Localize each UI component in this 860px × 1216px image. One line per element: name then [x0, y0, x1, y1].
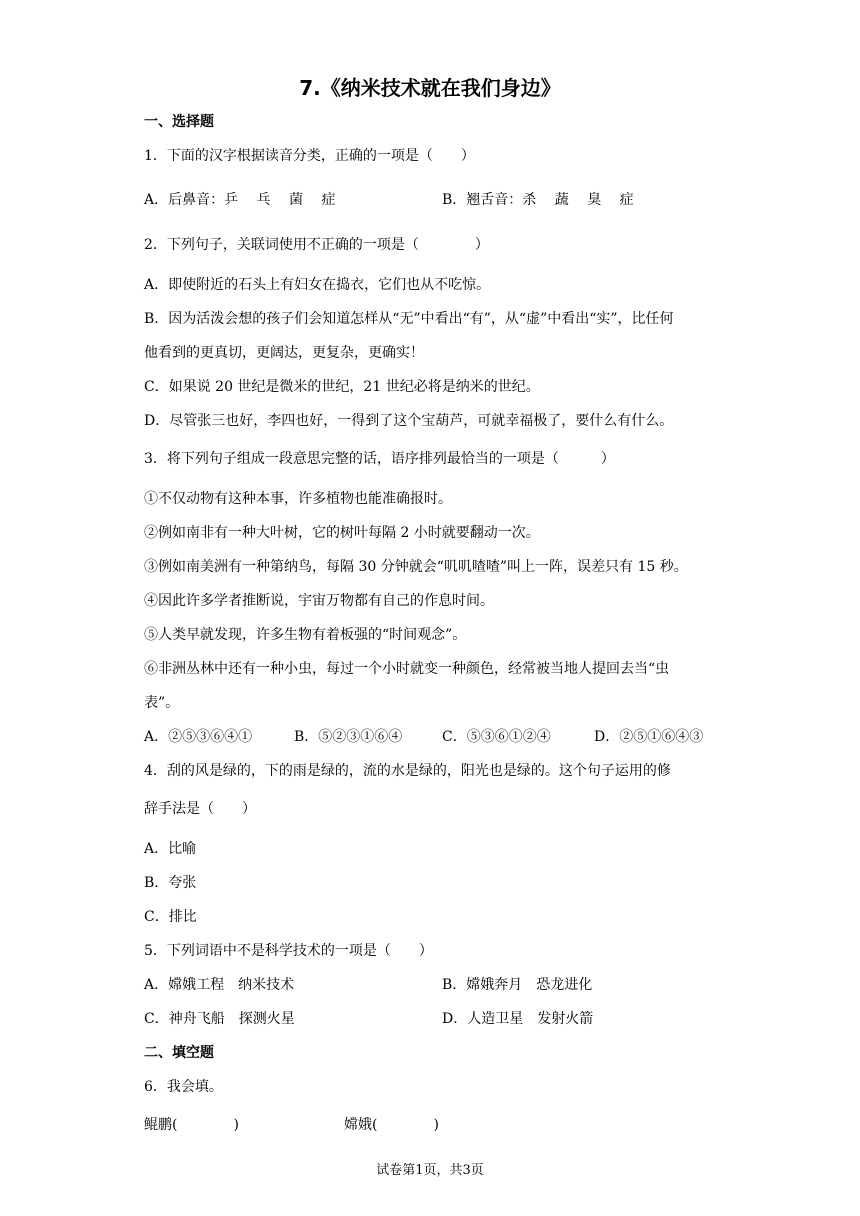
question-5-option-d: D．人造卫星 发射火箭 [442, 1011, 594, 1027]
question-2-stem: 2．下列句子，关联词使用不正确的一项是（ ） [144, 237, 489, 253]
question-4-option-c: C．排比 [144, 909, 197, 925]
question-5-option-b: B．嫦娥奔月 恐龙进化 [442, 977, 593, 993]
question-3-option-d: D．②⑤①⑥④③ [594, 729, 704, 745]
question-2-option-a: A．即使附近的石头上有妇女在捣衣，它们也从不吃惊。 [144, 277, 491, 293]
question-3-sentence-6-line1: ⑥非洲丛林中还有一种小虫，每过一个小时就变一种颜色，经常被当地人提回去当“虫 [144, 661, 670, 677]
question-1-option-a: A．后鼻音：乒 乓 菌 症 [144, 192, 336, 208]
question-3-sentence-5: ⑤人类早就发现，许多生物有着板强的“时间观念”。 [144, 627, 467, 643]
question-5-option-c: C．神舟飞船 探测火星 [144, 1011, 295, 1027]
question-3-sentence-4: ④因此许多学者推断说，宇宙万物都有自己的作息时间。 [144, 593, 494, 609]
question-2-option-c: C．如果说 20 世纪是微米的世纪，21 世纪必将是纳米的世纪。 [144, 379, 540, 395]
question-3-option-b: B．⑤②③①⑥④ [294, 729, 403, 745]
question-2-option-b-line2: 他看到的更真切，更阔达，更复杂，更确实！ [144, 345, 424, 361]
question-5-option-a: A．嫦娥工程 纳米技术 [144, 977, 295, 993]
question-6-blank-2: 嫦娥( ) [344, 1117, 439, 1133]
question-3-sentence-2: ②例如南非有一种大叶树，它的树叶每隔 2 小时就要翻动一次。 [144, 525, 540, 541]
question-4-option-a: A．比喻 [144, 841, 197, 857]
question-3-sentence-6-line2: 表”。 [144, 695, 180, 711]
section-heading-choice: 一、选择题 [144, 114, 214, 130]
question-6-blank-1: 鲲鹏( ) [144, 1117, 239, 1133]
question-4-stem-line1: 4．刮的风是绿的，下的雨是绿的，流的水是绿的，阳光也是绿的。这个句子运用的修 [144, 763, 671, 779]
question-3-stem: 3．将下列句子组成一段意思完整的话，语序排列最恰当的一项是（ ） [144, 451, 615, 467]
question-1-stem: 1．下面的汉字根据读音分类，正确的一项是（ ） [144, 148, 475, 164]
page-footer: 试卷第1页，共3页 [376, 1163, 484, 1178]
question-2-option-b-line1: B．因为活泼会想的孩子们会知道怎样从“无”中看出“有”，从“虚”中看出“实”，比任何 [144, 311, 674, 327]
question-3-sentence-1: ①不仅动物有这种本事，许多植物也能准确报时。 [144, 491, 452, 507]
question-4-stem-line2: 辞手法是（ ） [144, 801, 256, 817]
question-4-option-b: B．夸张 [144, 875, 197, 891]
question-3-sentence-3: ③例如南美洲有一种第纳鸟，每隔 30 分钟就会“叽叽喳喳”叫上一阵，误差只有 15 秒。 [144, 559, 688, 575]
question-5-stem: 5．下列词语中不是科学技术的一项是（ ） [144, 943, 433, 959]
question-2-option-d: D．尽管张三也好，李四也好，一得到了这个宝葫芦，可就幸福极了，要什么有什么。 [144, 413, 674, 429]
section-heading-fill-blank: 二、填空题 [144, 1045, 214, 1061]
page-title: 7.《纳米技术就在我们身边》 [299, 76, 561, 100]
question-1-option-b: B．翘舌音：杀 蔬 臭 症 [442, 192, 634, 208]
question-3-option-a: A．②⑤③⑥④① [144, 729, 253, 745]
question-6-stem: 6．我会填。 [144, 1079, 223, 1095]
question-3-option-c: C．⑤③⑥①②④ [442, 729, 551, 745]
